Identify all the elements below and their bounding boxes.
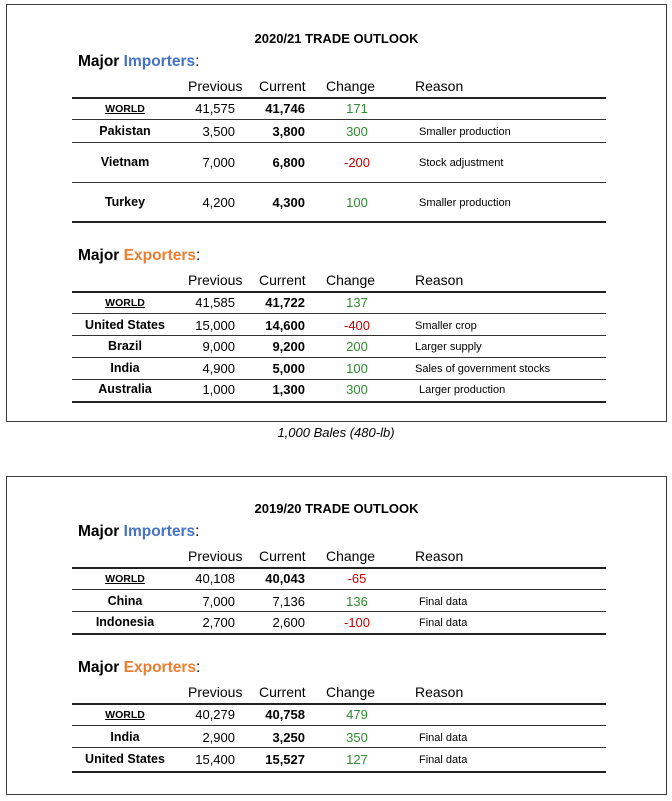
change-value: 200 — [346, 339, 368, 354]
col-previous: Previous — [188, 272, 243, 288]
current-value: 14,600 — [265, 318, 305, 333]
previous-value: 41,575 — [195, 101, 235, 116]
current-value: 15,527 — [265, 752, 305, 767]
current-value: 7,136 — [272, 594, 305, 609]
change-value: 300 — [346, 382, 368, 397]
current-value: 40,043 — [265, 571, 305, 586]
row-rule — [72, 357, 606, 358]
row-rule — [72, 335, 606, 336]
reason-text: Final data — [419, 617, 468, 629]
change-value: 479 — [346, 707, 368, 722]
row-rule — [72, 379, 606, 380]
country-india: India — [110, 730, 140, 744]
row-rule — [72, 182, 606, 183]
reason-text: Smaller production — [419, 126, 511, 138]
previous-value: 15,000 — [195, 318, 235, 333]
country-world: WORLD — [105, 103, 145, 115]
col-previous: Previous — [188, 548, 243, 564]
importers-heading: Major Importers: — [78, 53, 200, 70]
reason-text: Stock adjustment — [419, 157, 504, 169]
change-value: 100 — [346, 195, 368, 210]
row-rule — [72, 725, 606, 726]
current-value: 41,746 — [265, 101, 305, 116]
previous-value: 4,900 — [202, 361, 235, 376]
previous-value: 7,000 — [202, 155, 235, 170]
change-value: 171 — [346, 101, 368, 116]
reason-text: Smaller crop — [415, 320, 477, 332]
previous-value: 2,700 — [202, 615, 235, 630]
row-rule — [72, 142, 606, 143]
col-current: Current — [259, 78, 306, 94]
country-china: China — [107, 594, 143, 608]
change-value: -100 — [343, 615, 371, 630]
current-value: 3,250 — [272, 730, 305, 745]
reason-text: Final data — [419, 732, 468, 744]
country-indonesia: Indonesia — [95, 615, 155, 629]
col-change: Change — [326, 684, 376, 700]
table-rule — [72, 633, 606, 635]
outlook-title: 2019/20 TRADE OUTLOOK — [254, 501, 419, 516]
previous-value: 4,200 — [202, 195, 235, 210]
country-united-states: United States — [85, 752, 165, 766]
current-value: 2,600 — [272, 615, 305, 630]
table-rule — [72, 291, 606, 293]
table-rule — [72, 567, 606, 569]
change-value: 137 — [346, 295, 368, 310]
table-rule — [72, 771, 606, 773]
change-value: 127 — [346, 752, 368, 767]
col-previous: Previous — [188, 684, 243, 700]
outlook-title: 2020/21 TRADE OUTLOOK — [254, 31, 419, 46]
previous-value: 40,279 — [195, 707, 235, 722]
previous-value: 41,585 — [195, 295, 235, 310]
col-current: Current — [259, 548, 306, 564]
col-current: Current — [259, 684, 306, 700]
trade-outlook-2021-panel — [6, 4, 667, 422]
row-rule — [72, 119, 606, 120]
trade-outlook-2020-panel — [6, 476, 667, 795]
country-australia: Australia — [98, 382, 152, 396]
current-value: 3,800 — [272, 124, 305, 139]
col-previous: Previous — [188, 78, 243, 94]
country-pakistan: Pakistan — [99, 124, 151, 138]
current-value: 5,000 — [272, 361, 305, 376]
col-reason: Reason — [415, 78, 464, 94]
exporters-heading: Major Exporters: — [78, 659, 201, 676]
units-note: 1,000 Bales (480-lb) — [277, 425, 395, 440]
change-value: 300 — [346, 124, 368, 139]
change-value: 136 — [346, 594, 368, 609]
col-current: Current — [259, 272, 306, 288]
country-united-states: United States — [85, 318, 165, 332]
col-reason: Reason — [415, 548, 464, 564]
row-rule — [72, 611, 606, 612]
previous-value: 3,500 — [202, 124, 235, 139]
country-india: India — [110, 361, 140, 375]
previous-value: 7,000 — [202, 594, 235, 609]
current-value: 41,722 — [265, 295, 305, 310]
country-world: WORLD — [105, 297, 145, 309]
table-rule — [72, 221, 606, 223]
country-turkey: Turkey — [104, 195, 146, 209]
col-change: Change — [326, 78, 376, 94]
change-value: 350 — [346, 730, 368, 745]
country-world: WORLD — [105, 709, 145, 721]
col-reason: Reason — [415, 684, 464, 700]
previous-value: 40,108 — [195, 571, 235, 586]
change-value: -65 — [347, 571, 367, 586]
exporters-heading: Major Exporters: — [78, 247, 201, 264]
previous-value: 1,000 — [202, 382, 235, 397]
previous-value: 15,400 — [195, 752, 235, 767]
row-rule — [72, 313, 606, 314]
row-rule — [72, 589, 606, 590]
reason-text: Smaller production — [419, 197, 511, 209]
country-brazil: Brazil — [107, 339, 143, 353]
previous-value: 2,900 — [202, 730, 235, 745]
current-value: 9,200 — [272, 339, 305, 354]
reason-text: Final data — [419, 596, 468, 608]
current-value: 40,758 — [265, 707, 305, 722]
table-rule — [72, 401, 606, 403]
col-change: Change — [326, 548, 376, 564]
table-rule — [72, 703, 606, 705]
current-value: 1,300 — [272, 382, 305, 397]
current-value: 6,800 — [272, 155, 305, 170]
previous-value: 9,000 — [202, 339, 235, 354]
reason-text: Sales of government stocks — [415, 363, 551, 375]
current-value: 4,300 — [272, 195, 305, 210]
reason-text: Larger production — [419, 384, 506, 396]
table-rule — [72, 97, 606, 99]
col-reason: Reason — [415, 272, 464, 288]
col-change: Change — [326, 272, 376, 288]
reason-text: Larger supply — [415, 341, 482, 353]
country-vietnam: Vietnam — [100, 155, 150, 169]
reason-text: Final data — [419, 754, 468, 766]
importers-heading: Major Importers: — [78, 523, 200, 540]
change-value: 100 — [346, 361, 368, 376]
row-rule — [72, 747, 606, 748]
change-value: -200 — [343, 155, 371, 170]
change-value: -400 — [343, 318, 371, 333]
country-world: WORLD — [105, 573, 145, 585]
